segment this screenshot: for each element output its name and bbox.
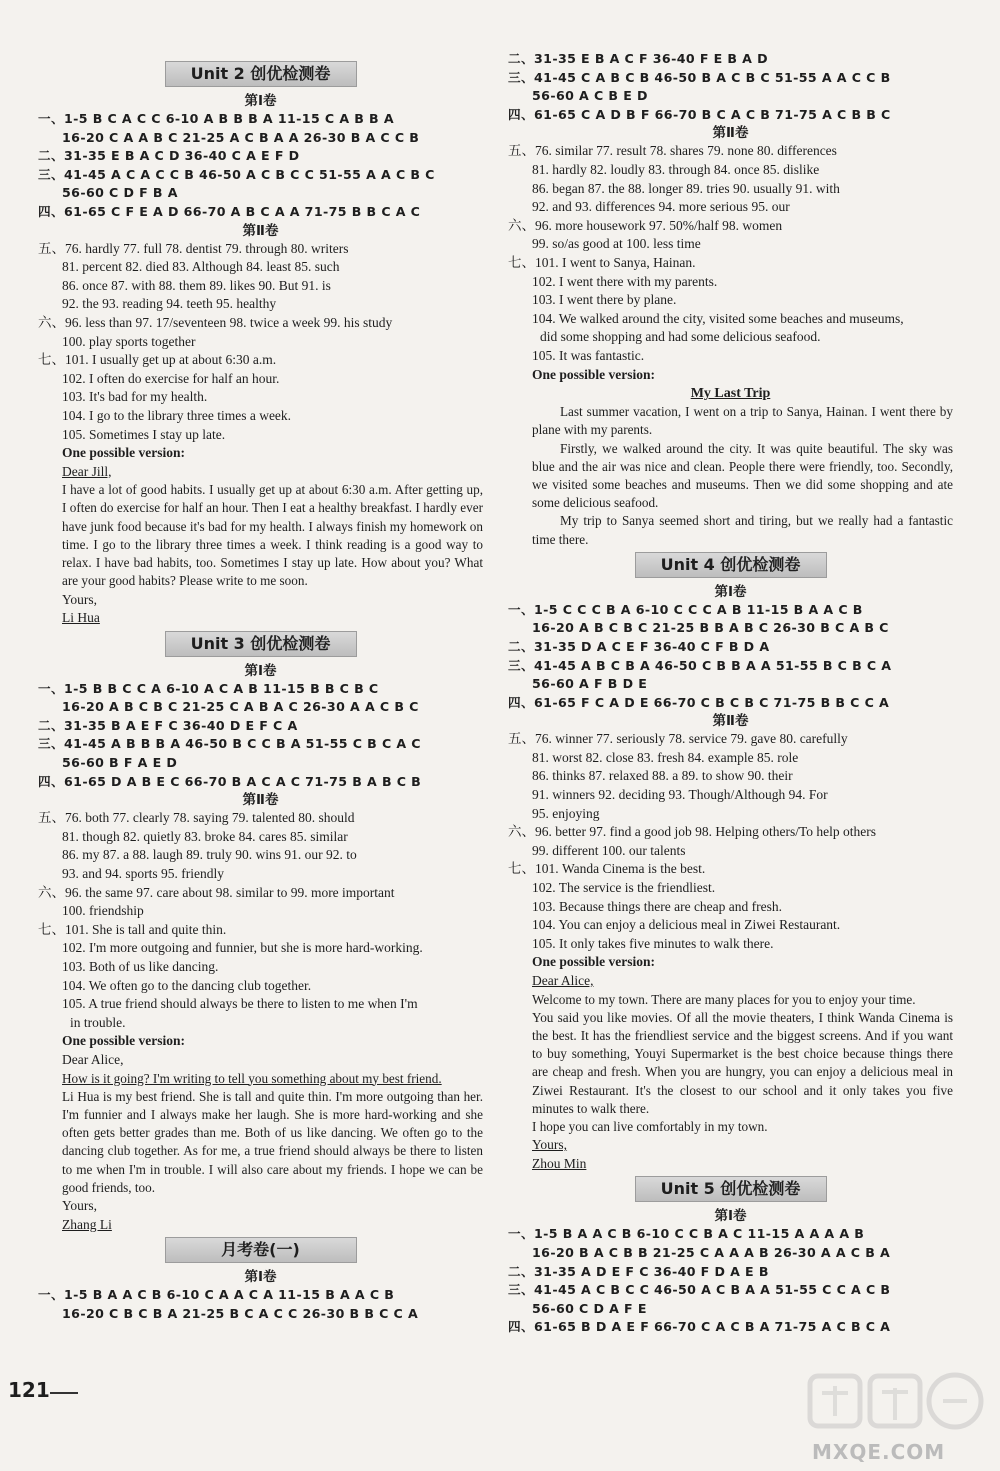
essay-paragraph: Last summer vacation, I went on a trip to Sanya, Hainan. I went there by plane with my parents. — [532, 404, 953, 438]
text-line: 99. different 100. our talents — [532, 842, 686, 858]
text-line: 81. worst 82. close 83. fresh 84. example 85. role — [532, 749, 799, 765]
essay-paragraph: How is it going? I'm writing to tell you something about my best friend. — [62, 1070, 442, 1086]
text-line: 81. though 82. quietly 83. broke 84. cares 85. similar — [62, 828, 348, 844]
answer-row: 16-20 C A A B C 21-25 A C B A A 26-30 B A C C B — [62, 129, 420, 145]
text-line: 五、76. winner 77. seriously 78. service 79. gave 80. carefully — [508, 731, 848, 747]
text-line: 105. It was fantastic. — [532, 347, 645, 363]
text-line: 五、76. hardly 77. full 78. dentist 79. through 80. writers — [38, 240, 349, 256]
text-line: 91. winners 92. deciding 93. Though/Although 94. For — [532, 787, 828, 803]
section-banner: Unit 5 创优检测卷 — [635, 1176, 827, 1202]
page-number: 121 — [8, 1378, 50, 1402]
volume-heading: 第Ⅰ卷 — [244, 1269, 277, 1286]
answer-row: 56-60 C D F B A — [62, 185, 178, 201]
text-line: 105. A true friend should always be there to listen to me when I'm — [62, 996, 418, 1012]
text-line: 86. thinks 87. relaxed 88. a 89. to show 90. their — [532, 768, 793, 784]
answer-row: 一、1-5 B B C C A 6-10 A C A B 11-15 B B C B C — [38, 680, 379, 696]
essay-paragraph: Firstly, we walked around the city. It was quite beautiful. The sky was blue and the air was nice and clean. People there were friendly, too. Secondly, we visited some beaches and museums. Then we did some shopping and ate some delicious seafood. — [532, 440, 953, 511]
answer-row: 一、1-5 B A A C B 6-10 C A A C A 11-15 B A A C B — [38, 1287, 395, 1303]
answer-row: 一、1-5 C C C B A 6-10 C C C A B 11-15 B A A C B — [508, 601, 863, 617]
text-line: 92. the 93. reading 94. teeth 95. healthy — [62, 296, 277, 312]
text-line: One possible version: — [532, 366, 656, 382]
text-line: One possible version: — [532, 954, 656, 970]
text-line: 92. and 93. differences 94. more serious 95. our — [532, 199, 790, 215]
answer-row: 二、31-35 E B A C F 36-40 F E B A D — [508, 51, 768, 66]
text-line: One possible version: — [62, 445, 186, 461]
text-line: 103. Because things there are cheap and fresh. — [532, 898, 783, 914]
answer-row: 三、41-45 A C B C C 46-50 A C B A A 51-55 C C A C B — [508, 1282, 891, 1298]
answer-row: 二、31-35 B A E F C 36-40 D E F C A — [38, 717, 298, 733]
text-line: 七、101. I usually get up at about 6:30 a.m. — [38, 352, 277, 368]
volume-heading: 第Ⅱ卷 — [712, 713, 749, 730]
text-line: 七、101. I went to Sanya, Hainan. — [508, 254, 696, 270]
text-line: 81. percent 82. died 83. Although 84. least 85. such — [62, 259, 340, 275]
text-line: One possible version: — [62, 1033, 186, 1049]
right-column — [508, 50, 953, 1337]
text-line: Dear Jill, — [62, 463, 112, 479]
answer-row: 16-20 B A C B B 21-25 C A A A B 26-30 A A C B A — [532, 1245, 891, 1260]
text-line: 七、101. Wanda Cinema is the best. — [508, 861, 706, 877]
text-line: 105. It only takes five minutes to walk there. — [532, 935, 774, 951]
text-line: 104. I go to the library three times a week. — [62, 407, 292, 423]
answer-row: 56-60 C D A F E — [532, 1300, 647, 1316]
text-line: 104. We often go to the dancing club together. — [62, 977, 312, 993]
answer-row: 16-20 A B C B C 21-25 B B A B C 26-30 B C A B C — [532, 620, 889, 636]
text-line: Li Hua — [62, 610, 100, 626]
answer-row: 四、61-65 D A B E C 66-70 B A C A C 71-75 B A B C B — [38, 773, 422, 789]
text-line: 六、96. more housework 97. 50%/half 98. women — [508, 217, 783, 233]
essay-paragraph: Welcome to my town. There are many places for you to enjoy your time. — [532, 991, 916, 1007]
text-line: 六、96. less than 97. 17/seventeen 98. twice a week 99. his study — [38, 314, 393, 330]
volume-heading: 第Ⅰ卷 — [714, 583, 747, 600]
answer-row: 56-60 A C B E D — [532, 88, 648, 104]
section-banner: Unit 2 创优检测卷 — [165, 61, 357, 87]
page-number-dash — [50, 1392, 78, 1394]
text-line: Zhang Li — [62, 1216, 112, 1232]
volume-heading: 第Ⅱ卷 — [242, 792, 279, 809]
answer-row: 三、41-45 A B C B A 46-50 C B B A A 51-55 B C B C A — [508, 657, 892, 673]
answer-row: 16-20 A B C B C 21-25 C A B A C 26-30 A A C B C — [62, 699, 419, 715]
text-line: 五、76. similar 77. result 78. shares 79. none 80. differences — [508, 143, 837, 159]
left-column — [38, 58, 483, 1323]
answer-row: 二、31-35 E B A C D 36-40 C A E F D — [38, 148, 300, 164]
text-line: 六、96. better 97. find a good job 98. Helping others/To help others — [508, 824, 876, 840]
text-line: Yours, — [62, 591, 98, 607]
text-line: 104. We walked around the city, visited some beaches and museums, — [532, 310, 904, 326]
essay-paragraph: My trip to Sanya seemed short and tiring, but we really had a fantastic time there. — [532, 513, 953, 547]
text-line: Dear Alice, — [532, 973, 594, 988]
text-line: 93. and 94. sports 95. friendly — [62, 866, 224, 882]
answer-row: 56-60 B F A E D — [62, 755, 178, 771]
text-line: in trouble. — [70, 1014, 126, 1030]
text-line: 102. I'm more outgoing and funnier, but she is more hard-working. — [62, 940, 423, 956]
answer-row: 二、31-35 D A C E F 36-40 C F B D A — [508, 638, 770, 654]
text-line: did some shopping and had some delicious seafood. — [540, 329, 821, 345]
text-line: 100. friendship — [62, 903, 144, 919]
volume-heading: 第Ⅱ卷 — [712, 125, 749, 142]
volume-heading: 第Ⅰ卷 — [244, 93, 277, 109]
answer-row: 二、31-35 A D E F C 36-40 F D A E B — [508, 1263, 769, 1279]
text-line: 81. hardly 82. loudly 83. through 84. once 85. dislike — [532, 161, 820, 177]
text-line: 95. enjoying — [532, 805, 600, 821]
text-line: Yours, — [532, 1137, 568, 1153]
text-line: 102. The service is the friendliest. — [532, 880, 716, 896]
text-line: 103. It's bad for my health. — [62, 389, 208, 405]
text-line: 七、101. She is tall and quite thin. — [38, 921, 227, 937]
section-banner: 月考卷(一) — [165, 1237, 357, 1263]
text-line: Zhou Min — [532, 1155, 587, 1171]
text-line: Yours, — [62, 1197, 98, 1213]
text-line: 103. Both of us like dancing. — [62, 959, 219, 974]
answer-row: 四、61-65 C F E A D 66-70 A B C A A 71-75 B B C A C — [38, 203, 421, 219]
essay-paragraph: Li Hua is my best friend. She is tall and quite thin. I'm more outgoing than her. I'm funnier and I always make her laugh. She is more hard-working and she often gets better grades than me. Both of us like dancing. We often go to the dancing club together. As for me, a true friend should always be there to listen to me when I'm in trouble. I will also care about my friends. I hope we can be good friends, too. — [62, 1088, 483, 1195]
essay-paragraph: I hope you can live comfortably in my town. — [532, 1119, 768, 1135]
essay-title: My Last Trip — [690, 386, 771, 402]
text-line: 六、96. the same 97. care about 98. similar to 99. more important — [38, 884, 395, 900]
text-line: 五、76. both 77. clearly 78. saying 79. talented 80. should — [38, 810, 355, 826]
answer-row: 一、1-5 B C A C C 6-10 A B B B A 11-15 C A B B A — [38, 111, 394, 126]
text-line: Dear Alice, — [62, 1051, 124, 1067]
volume-heading: 第Ⅰ卷 — [244, 662, 277, 679]
volume-heading: 第Ⅰ卷 — [714, 1208, 747, 1225]
text-line: 86. once 87. with 88. them 89. likes 90. But 91. is — [62, 277, 331, 293]
text-line: 100. play sports together — [62, 333, 196, 349]
answer-row: 16-20 C B C B A 21-25 B C A C C 26-30 B B C C A — [62, 1305, 419, 1321]
text-line: 86. began 87. the 88. longer 89. tries 90. usually 91. with — [532, 180, 840, 196]
text-line: 99. so/as good at 100. less time — [532, 236, 701, 252]
section-banner: Unit 3 创优检测卷 — [165, 631, 357, 657]
text-line: 105. Sometimes I stay up late. — [62, 426, 226, 442]
essay-paragraph: I have a lot of good habits. I usually get up at about 6:30 a.m. After getting up, I often do exercise for half an hour. Then I eat a healthy breakfast. I hardly ever have junk food because it's bad for my health. I always finish my homework on time. I go to the library three times a week. I think reading is a good way to relax. I have bad habits, too. Sometimes I stay up late. How about you? What are your good habits? Please write to me soon. — [62, 482, 483, 589]
answer-row: 三、41-45 C A B C B 46-50 B A C B C 51-55 A A C C B — [508, 69, 891, 85]
answer-row: 三、41-45 A B B B A 46-50 B C C B A 51-55 C B C A C — [38, 736, 421, 752]
watermark-text: MXQE.COM — [812, 1440, 946, 1464]
section-banner: Unit 4 创优检测卷 — [635, 552, 827, 578]
volume-heading: 第Ⅱ卷 — [242, 222, 279, 239]
text-line: 102. I went there with my parents. — [532, 273, 718, 289]
text-line: 104. You can enjoy a delicious meal in Ziwei Restaurant. — [532, 917, 841, 933]
answer-row: 四、61-65 F C A D E 66-70 C B C B C 71-75 B B C C A — [508, 694, 890, 710]
answer-row: 56-60 A F B D E — [532, 676, 648, 692]
answer-row: 四、61-65 B D A E F 66-70 C A C B A 71-75 A C B C A — [508, 1319, 891, 1335]
text-line: 86. my 87. a 88. laugh 89. truly 90. wins 91. our 92. to — [62, 847, 357, 863]
essay-paragraph: You said you like movies. Of all the movie theaters, I think Wanda Cinema is the best. It has the friendliest service and the biggest screens. And if you want to buy something, Youyi Supermarket is the best choice because things there are cheap and fresh. When you are hungry, you can enjoy a delicious meal in Ziwei Restaurant. It's the closest to our school and it only takes you five minutes to walk there. — [532, 1009, 953, 1116]
answer-row: 四、61-65 C A D B F 66-70 B C A C B 71-75 A C B B C — [508, 106, 891, 122]
text-line: 103. I went there by plane. — [532, 292, 677, 308]
answer-row: 三、41-45 A C A C C B 46-50 A C B C C 51-55 A A C B C — [38, 166, 435, 182]
answer-row: 一、1-5 B A A C B 6-10 C C B A C 11-15 A A A A B — [508, 1226, 865, 1242]
text-line: 102. I often do exercise for half an hour. — [62, 370, 280, 386]
